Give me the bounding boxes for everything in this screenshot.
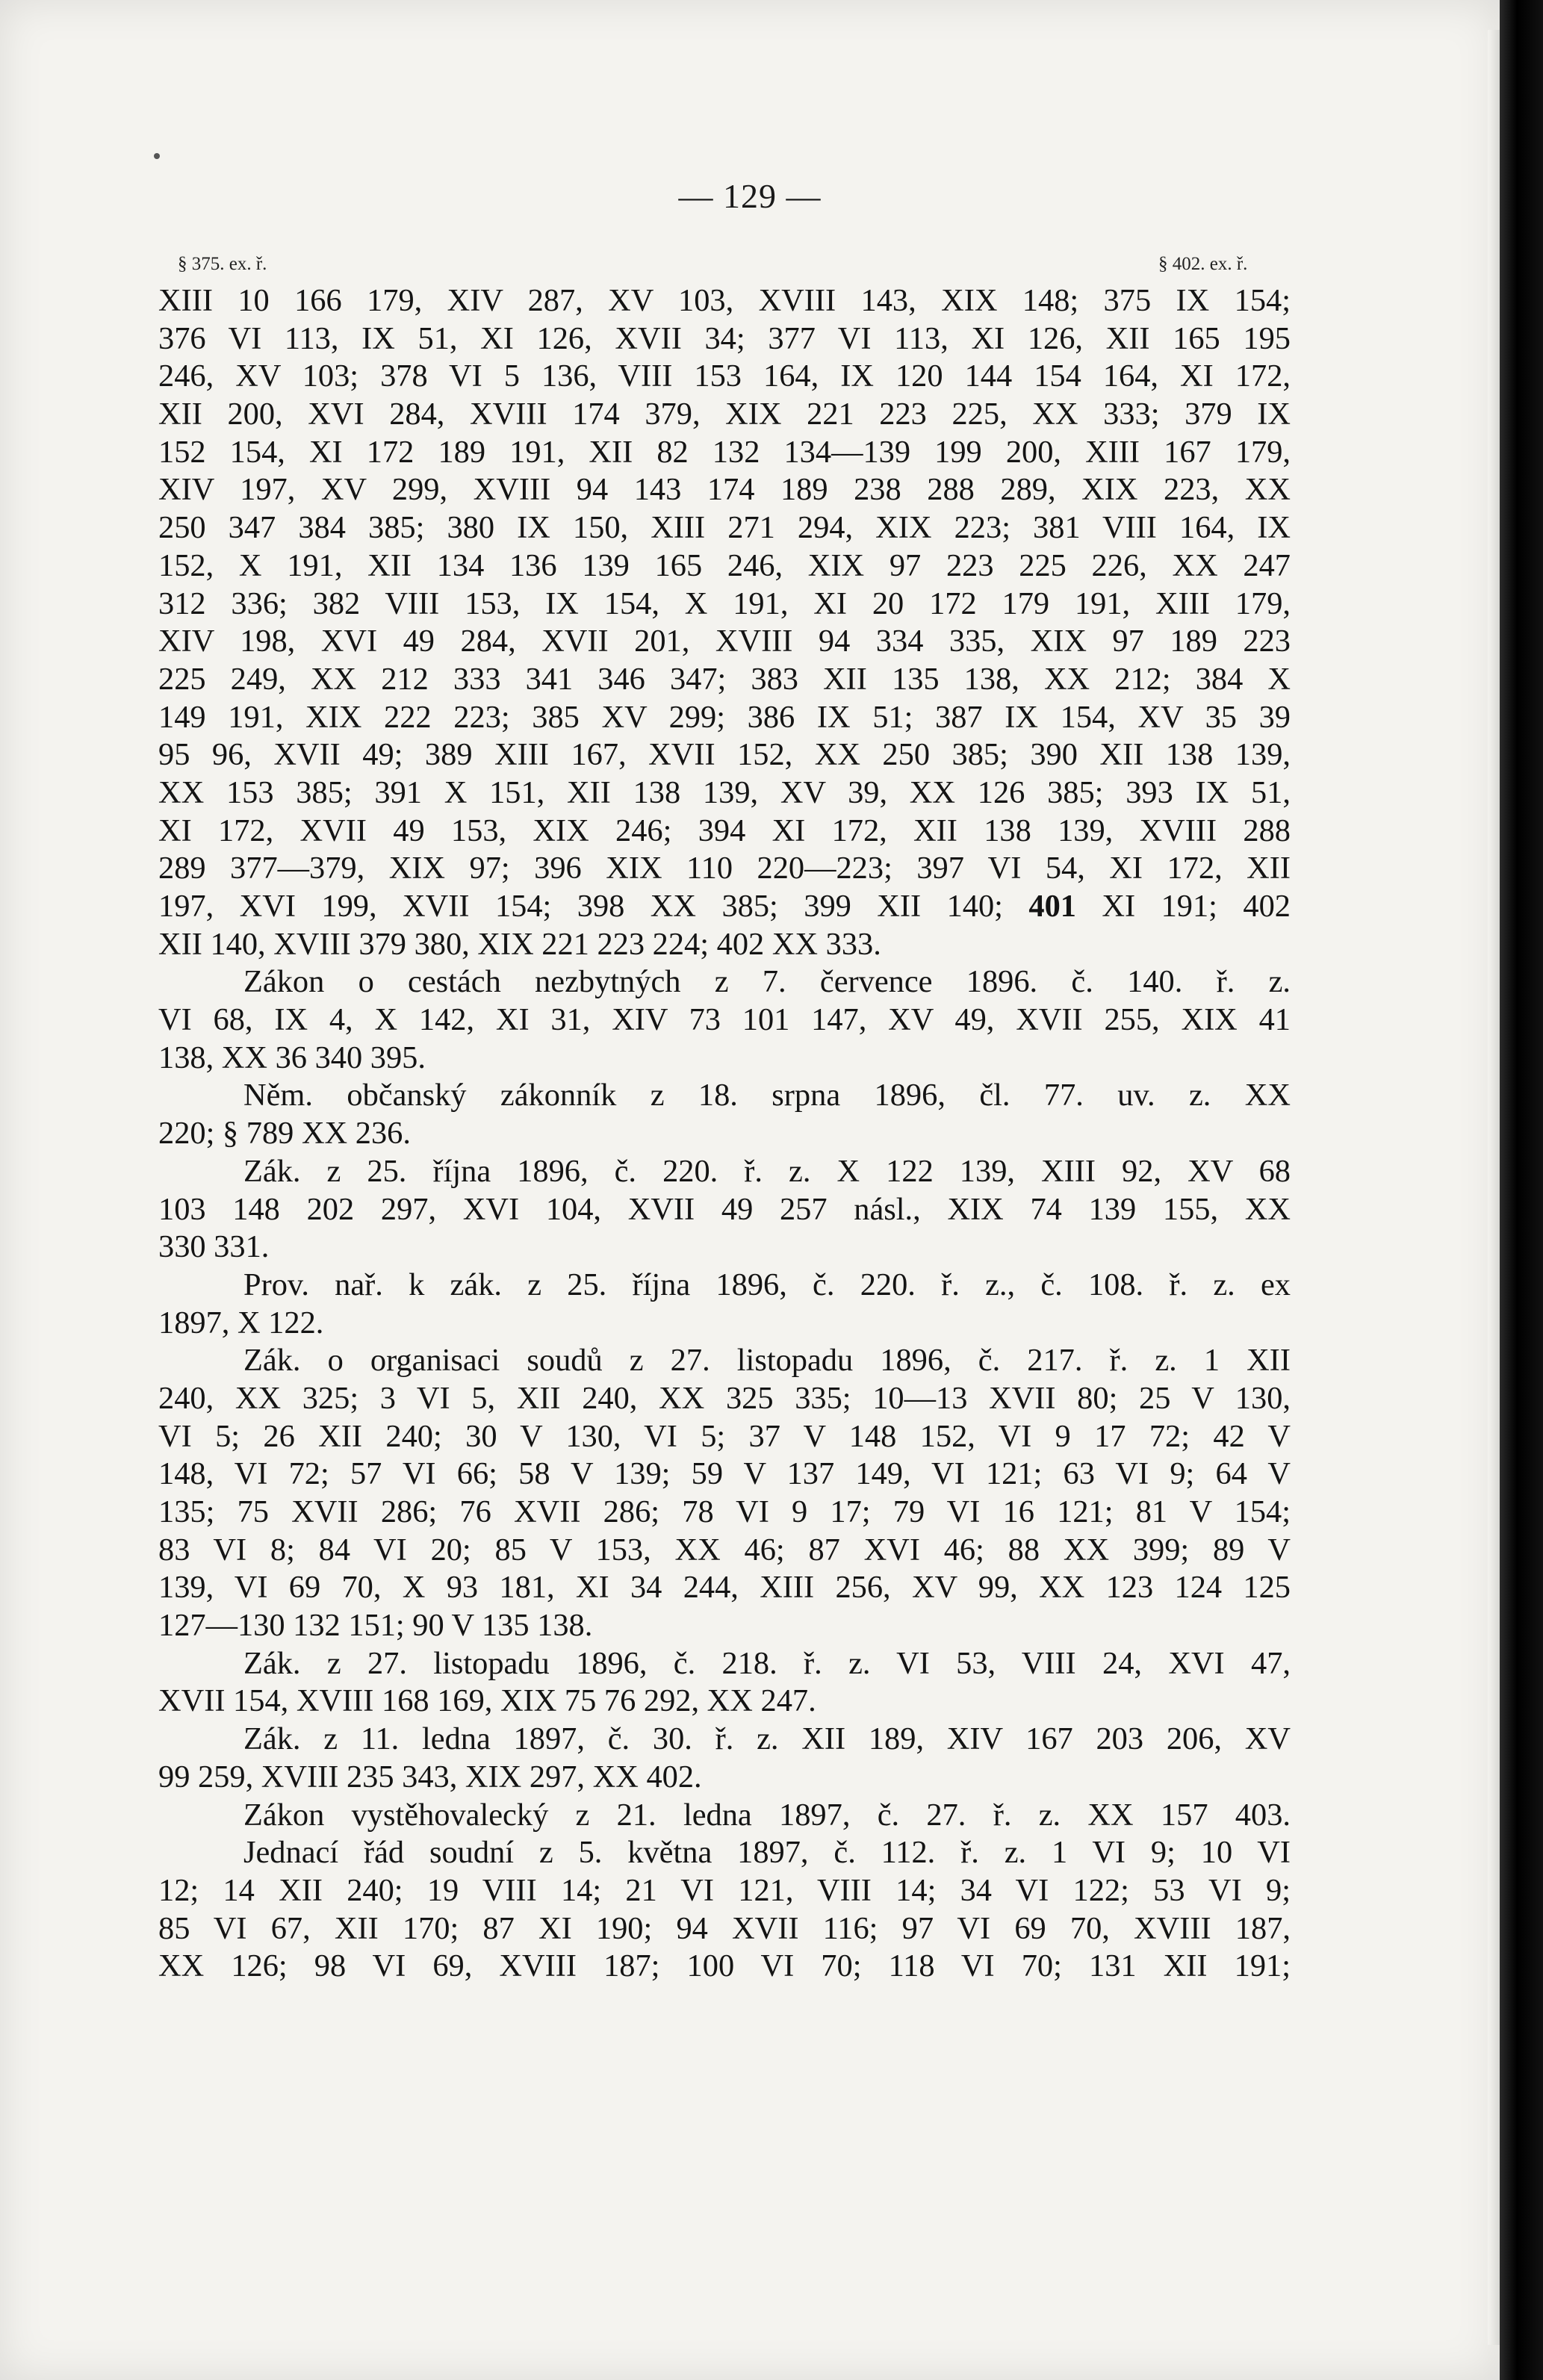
text-line: 220; § 789 XX 236. bbox=[158, 1116, 411, 1152]
text-line: 1897, X 122. bbox=[158, 1305, 324, 1340]
text-line: VI 5; 26 XII 240; 30 V 130, VI 5; 37 V 148 152, VI 9 17 72; 42 V bbox=[158, 1418, 1291, 1454]
text-line: 95 96, XVII 49; 389 XIII 167, XVII 152, XX 250 385; 390 XII 138 139, bbox=[158, 737, 1291, 773]
text-line: Jednací řád soudní z 5. května 1897, č. 112. ř. z. 1 VI 9; 10 VI bbox=[243, 1835, 1291, 1871]
text-line: 139, VI 69 70, X 93 181, XI 34 244, XIII 256, XV 99, XX 123 124 125 bbox=[158, 1570, 1291, 1606]
text-line: 240, XX 325; 3 VI 5, XII 240, XX 325 335; 10—13 XVII 80; 25 V 130, bbox=[158, 1380, 1291, 1416]
text-line: Zákon vystěhovalecký z 21. ledna 1897, č. 27. ř. z. XX 157 403. bbox=[243, 1797, 1291, 1833]
text-line: 99 259, XVIII 235 343, XIX 297, XX 402. bbox=[158, 1759, 702, 1795]
text-line: XII 200, XVI 284, XVIII 174 379, XIX 221 223 225, XX 333; 379 IX bbox=[158, 397, 1291, 432]
text-line: Zák. o organisaci soudů z 27. listopadu 1896, č. 217. ř. z. 1 XII bbox=[243, 1343, 1291, 1379]
index-body-text bbox=[158, 282, 1291, 1986]
text-line: XVII 154, XVIII 168 169, XIX 75 76 292, XX 247. bbox=[158, 1683, 816, 1719]
text-line: 376 VI 113, IX 51, XI 126, XVII 34; 377 VI 113, XI 126, XII 165 195 bbox=[158, 320, 1291, 356]
ink-spot bbox=[154, 153, 160, 159]
text-line: 85 VI 67, XII 170; 87 XI 190; 94 XVII 116; 97 VI 69 70, XVIII 187, bbox=[158, 1910, 1291, 1946]
page-number: — 129 — bbox=[678, 177, 822, 215]
text-line: 83 VI 8; 84 VI 20; 85 V 153, XX 46; 87 XVI 46; 88 XX 399; 89 V bbox=[158, 1532, 1291, 1567]
text-line: 103 148 202 297, XVI 104, XVII 49 257 násl., XIX 74 139 155, XX bbox=[158, 1191, 1291, 1227]
text-line: 127—130 132 151; 90 V 135 138. bbox=[158, 1608, 593, 1644]
text-line: XIV 197, XV 299, XVIII 94 143 174 189 238 288 289, XIX 223, XX bbox=[158, 472, 1291, 508]
text-line: 152, X 191, XII 134 136 139 165 246, XIX 97 223 225 226, XX 247 bbox=[158, 547, 1291, 583]
bold-section-number: 401 bbox=[1028, 889, 1076, 924]
text-line: Zák. z 11. ledna 1897, č. 30. ř. z. XII 189, XIV 167 203 206, XV bbox=[243, 1721, 1291, 1757]
text-line: VI 68, IX 4, X 142, XI 31, XIV 73 101 147, XV 49, XVII 255, XIX 41 bbox=[158, 1002, 1291, 1038]
text-line: XII 140, XVIII 379 380, XIX 221 223 224; 402 XX 333. bbox=[158, 926, 881, 962]
text-line: Zák. z 25. října 1896, č. 220. ř. z. X 122 139, XIII 92, XV 68 bbox=[243, 1153, 1291, 1189]
text-line: XIV 198, XVI 49 284, XVII 201, XVIII 94 334 335, XIX 97 189 223 bbox=[158, 624, 1291, 659]
text-line: 246, XV 103; 378 VI 5 136, VIII 153 164, IX 120 144 154 164, XI 172, bbox=[158, 358, 1291, 394]
text-line: XX 153 385; 391 X 151, XII 138 139, XV 39, XX 126 385; 393 IX 51, bbox=[158, 774, 1291, 810]
text-line: 225 249, XX 212 333 341 346 347; 383 XII 135 138, XX 212; 384 X bbox=[158, 661, 1291, 697]
text-line: 289 377—379, XIX 97; 396 XIX 110 220—223; 397 VI 54, XI 172, XII bbox=[158, 851, 1291, 886]
text-line: Prov. nař. k zák. z 25. října 1896, č. 220. ř. z., č. 108. ř. z. ex bbox=[243, 1267, 1291, 1302]
text-line: 12; 14 XII 240; 19 VIII 14; 21 VI 121, VIII 14; 34 VI 122; 53 VI 9; bbox=[158, 1872, 1291, 1908]
text-line bbox=[158, 888, 1291, 926]
page-edge bbox=[1488, 30, 1500, 2345]
running-head-left: § 375. ex. ř. bbox=[178, 254, 267, 274]
text-line: XX 126; 98 VI 69, XVIII 187; 100 VI 70; 118 VI 70; 131 XII 191; bbox=[158, 1948, 1291, 1984]
text-line: Něm. občanský zákonník z 18. srpna 1896, čl. 77. uv. z. XX bbox=[243, 1078, 1291, 1113]
text-line: Zákon o cestách nezbytných z 7. července 1896. č. 140. ř. z. bbox=[243, 964, 1291, 1000]
book-spine-shadow bbox=[1500, 0, 1543, 2380]
text-line: XI 172, XVII 49 153, XIX 246; 394 XI 172, XII 138 139, XVIII 288 bbox=[158, 813, 1291, 848]
text-line: 148, VI 72; 57 VI 66; 58 V 139; 59 V 137 149, VI 121; 63 VI 9; 64 V bbox=[158, 1456, 1291, 1492]
text-segment: 197, XVI 199, XVII 154; 398 XX 385; 399 XII 140; bbox=[158, 889, 1029, 924]
text-line: XIII 10 166 179, XIV 287, XV 103, XVIII 143, XIX 148; 375 IX 154; bbox=[158, 283, 1291, 318]
text-line: Zák. z 27. listopadu 1896, č. 218. ř. z. VI 53, VIII 24, XVI 47, bbox=[243, 1645, 1291, 1681]
running-head-right: § 402. ex. ř. bbox=[1158, 254, 1248, 274]
text-line: 138, XX 36 340 395. bbox=[158, 1040, 426, 1075]
text-segment: XI 191; 402 bbox=[1075, 889, 1291, 924]
text-line: 250 347 384 385; 380 IX 150, XIII 271 294, XIX 223; 381 VIII 164, IX bbox=[158, 510, 1291, 546]
text-line: 135; 75 XVII 286; 76 XVII 286; 78 VI 9 17; 79 VI 16 121; 81 V 154; bbox=[158, 1494, 1291, 1529]
text-line: 152 154, XI 172 189 191, XII 82 132 134—139 199 200, XIII 167 179, bbox=[158, 434, 1291, 470]
text-line: 330 331. bbox=[158, 1229, 270, 1265]
text-line: 149 191, XIX 222 223; 385 XV 299; 386 IX 51; 387 IX 154, XV 35 39 bbox=[158, 699, 1291, 735]
text-line: 312 336; 382 VIII 153, IX 154, X 191, XI 20 172 179 191, XIII 179, bbox=[158, 585, 1291, 621]
